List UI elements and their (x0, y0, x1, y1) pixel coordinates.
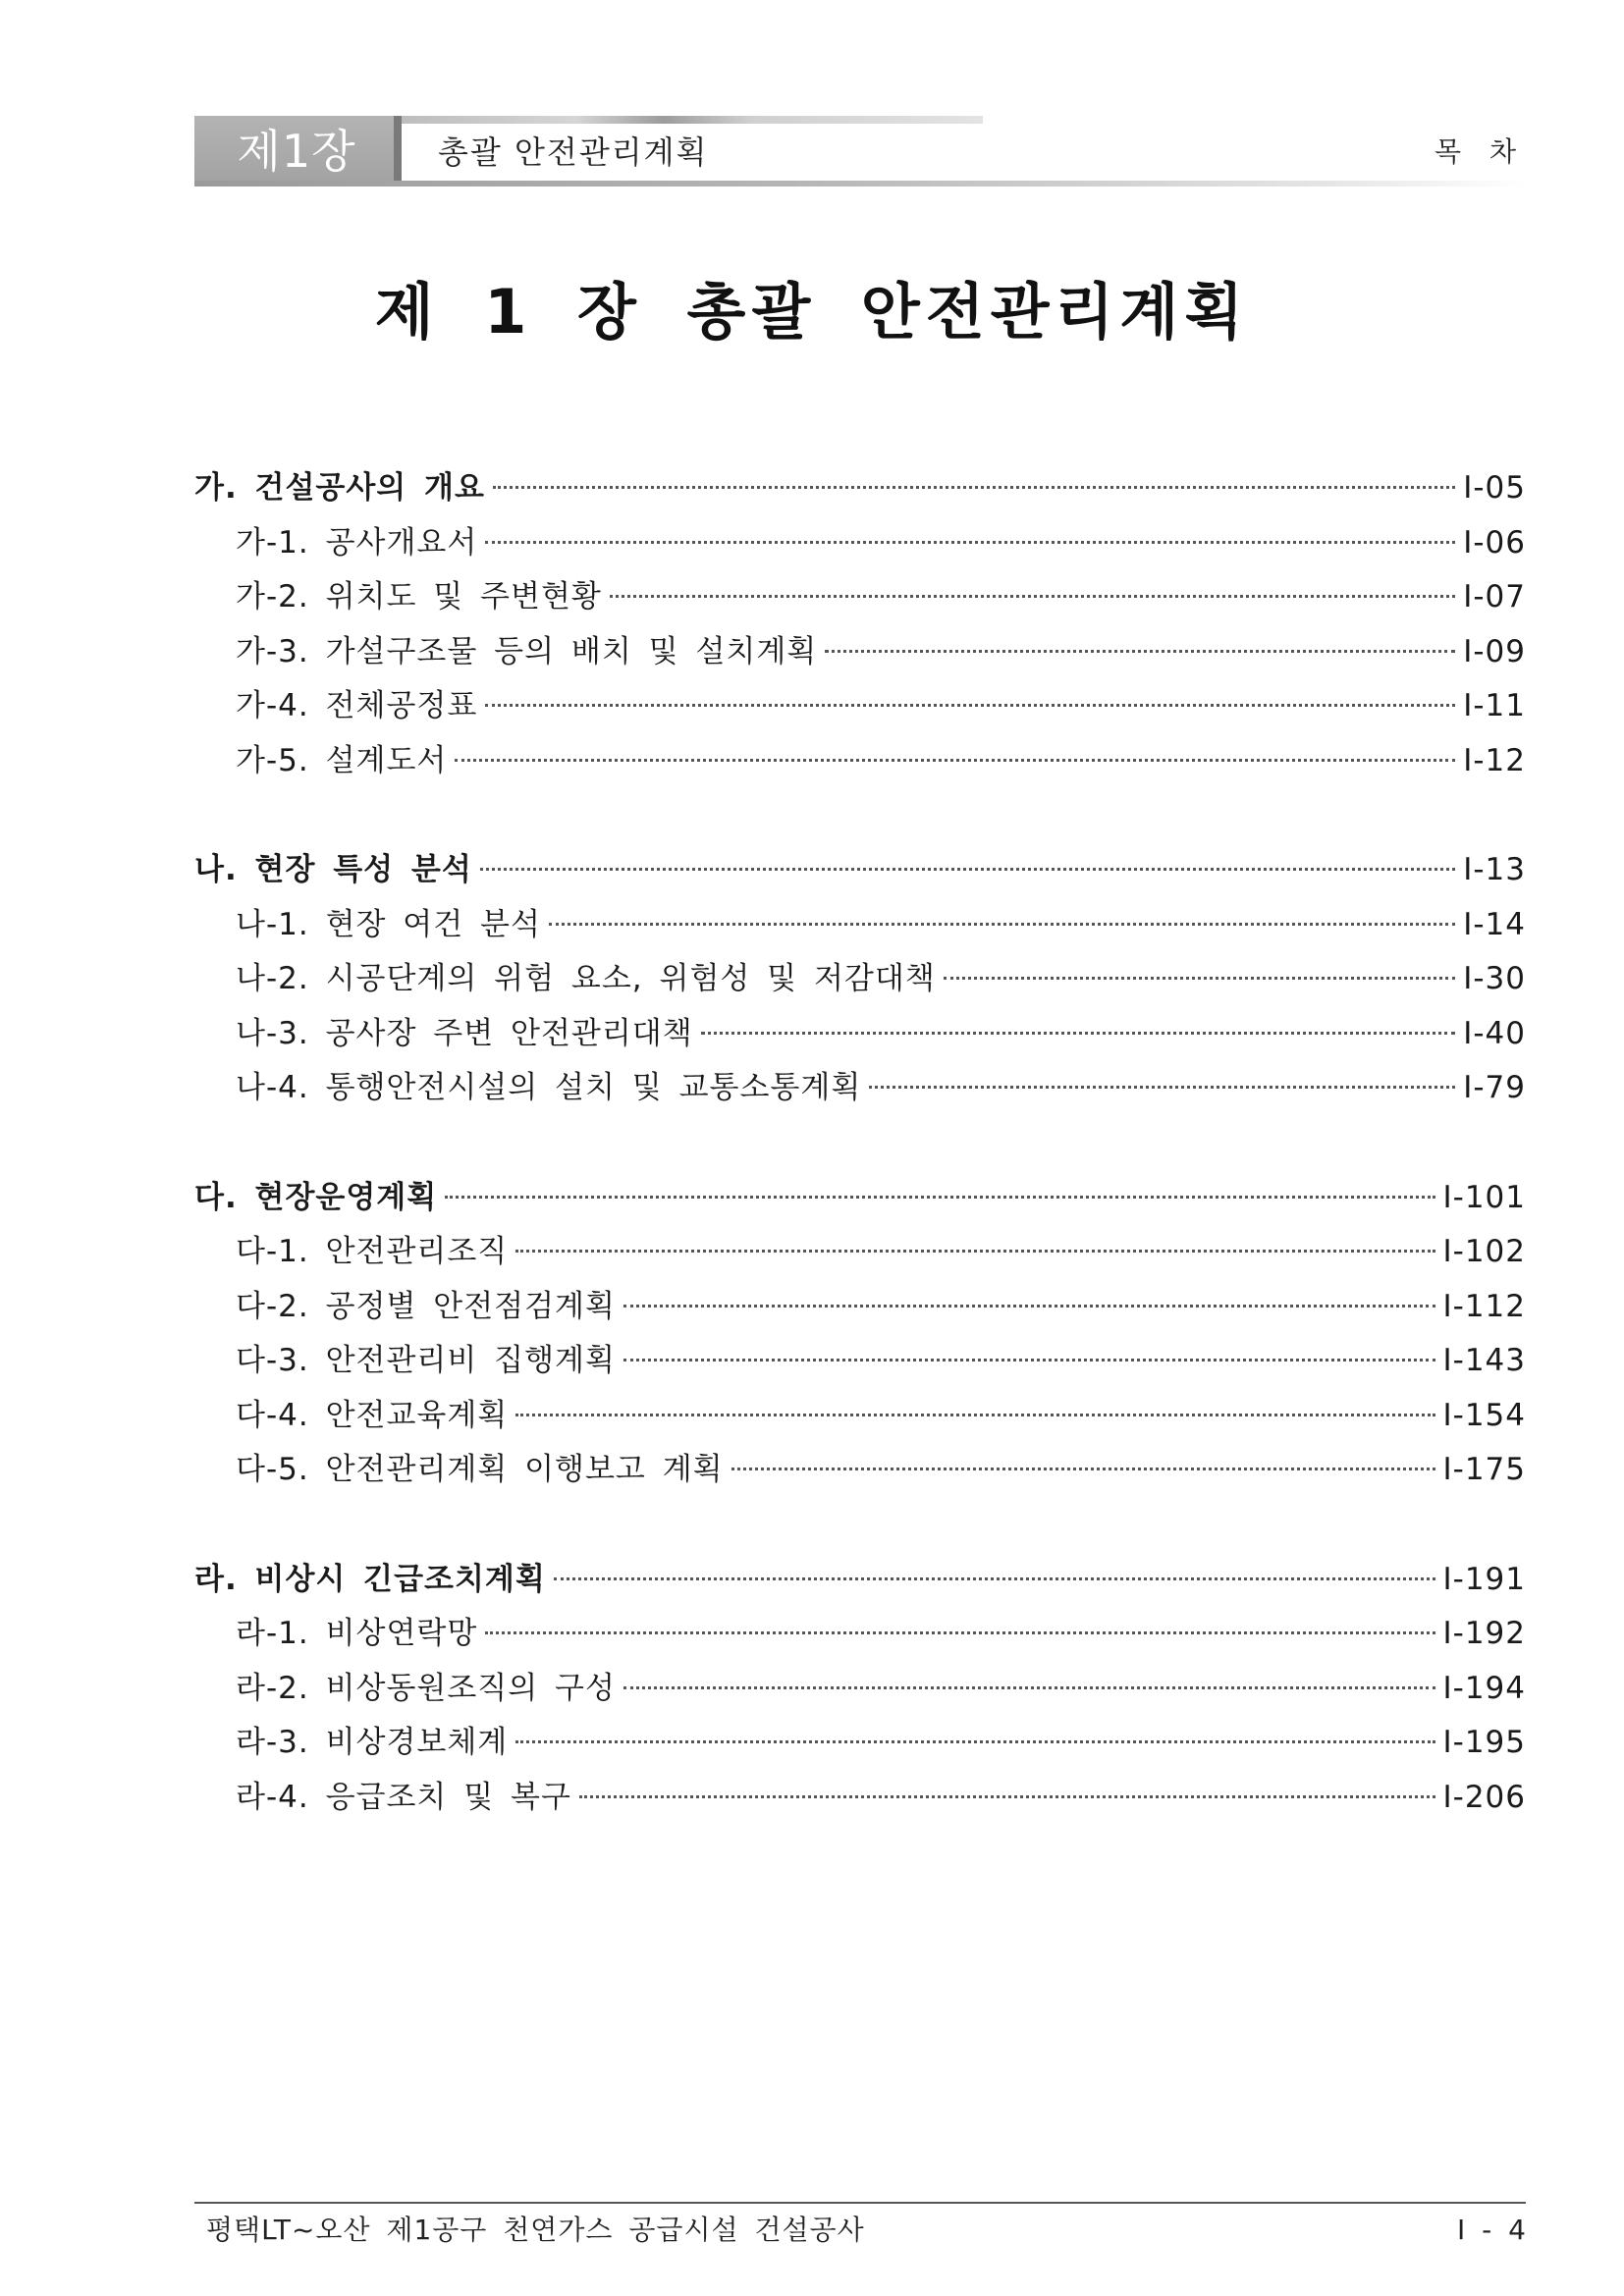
dot-leader (623, 1686, 1435, 1689)
toc-entry-page: Ⅰ-14 (1463, 906, 1526, 942)
dot-leader (731, 1468, 1435, 1470)
dot-leader (944, 977, 1455, 980)
toc-entry-label: 나. 현장 특성 분석 (194, 852, 472, 887)
toc-entry[interactable] (194, 1061, 1526, 1116)
toc-entry[interactable] (194, 1334, 1526, 1389)
toc-section-heading[interactable] (194, 843, 1526, 898)
dot-leader (485, 1631, 1435, 1634)
dot-leader (610, 595, 1455, 598)
toc-section-heading[interactable] (194, 461, 1526, 516)
dot-leader (485, 704, 1455, 707)
toc-entry-label: 나-3. 공사장 주변 안전관리대책 (236, 1015, 693, 1051)
toc-entry-label: 라. 비상시 긴급조치계획 (194, 1561, 546, 1597)
toc-entry-page: Ⅰ-143 (1442, 1343, 1526, 1378)
toc-entry-page: Ⅰ-07 (1463, 579, 1526, 614)
header-section-label: 목 차 (1435, 135, 1526, 168)
toc-entry[interactable] (194, 1771, 1526, 1826)
toc-entry[interactable] (194, 570, 1526, 625)
toc-entry[interactable] (194, 734, 1526, 789)
page-header (194, 116, 1526, 187)
toc-entry-label: 다-3. 안전관리비 집행계획 (236, 1343, 616, 1378)
toc-entry-page: Ⅰ-06 (1463, 524, 1526, 561)
toc-entry-label: 다. 현장운영계획 (194, 1179, 438, 1215)
toc-entry-page: Ⅰ-206 (1442, 1779, 1526, 1815)
toc-entry-label: 라-2. 비상동원조직의 구성 (236, 1670, 616, 1706)
toc-entry[interactable] (194, 1389, 1526, 1444)
toc-entry-page: Ⅰ-101 (1442, 1179, 1526, 1215)
dot-leader (445, 1196, 1435, 1199)
toc-entry-label: 가-5. 설계도서 (236, 742, 448, 778)
toc-entry-label: 가-2. 위치도 및 주변현황 (236, 579, 602, 614)
toc-entry-label: 가-4. 전체공정표 (236, 688, 478, 723)
toc-entry[interactable] (194, 1607, 1526, 1662)
toc-entry-page: Ⅰ-195 (1442, 1725, 1526, 1760)
header-rule (194, 181, 1526, 187)
dot-leader (515, 1414, 1435, 1416)
toc-entry[interactable] (194, 1225, 1526, 1280)
toc-entry-label: 라-4. 응급조치 및 복구 (236, 1779, 571, 1815)
toc-entry[interactable] (194, 1443, 1526, 1498)
toc-section-heading[interactable] (194, 1553, 1526, 1608)
chapter-badge-edge (394, 116, 402, 187)
dot-leader (515, 1740, 1435, 1743)
toc-entry-label: 다-5. 안전관리계획 이행보고 계획 (236, 1452, 724, 1487)
dot-leader (869, 1086, 1455, 1089)
toc-entry-page: Ⅰ-30 (1463, 961, 1526, 996)
toc-entry-label: 다-2. 공정별 안전점검계획 (236, 1288, 616, 1324)
toc-entry-page: Ⅰ-09 (1463, 633, 1526, 669)
toc-entry-page: Ⅰ-175 (1442, 1452, 1526, 1487)
toc-section (194, 1171, 1526, 1498)
toc-entry-page: Ⅰ-12 (1463, 742, 1526, 778)
dot-leader (480, 868, 1455, 871)
footer-project-name: 평택LT~오산 제1공구 천연가스 공급시설 건설공사 (206, 2214, 865, 2246)
toc-entry[interactable] (194, 1662, 1526, 1717)
dot-leader (579, 1795, 1435, 1798)
dot-leader (623, 1359, 1435, 1362)
toc-section (194, 843, 1526, 1116)
toc-entry[interactable] (194, 516, 1526, 571)
toc-entry-page: Ⅰ-112 (1442, 1288, 1526, 1324)
toc-entry-label: 다-4. 안전교육계획 (236, 1397, 509, 1433)
toc-entry-label: 가-1. 공사개요서 (236, 524, 478, 561)
toc-entry[interactable] (194, 1280, 1526, 1335)
dot-leader (825, 650, 1455, 653)
footer-page-number: Ⅰ - 4 (1457, 2214, 1526, 2246)
toc-entry-label: 가. 건설공사의 개요 (194, 470, 485, 506)
header-stripe (402, 116, 983, 124)
toc-entry[interactable] (194, 898, 1526, 953)
toc-section (194, 1553, 1526, 1826)
dot-leader (485, 541, 1455, 544)
table-of-contents (194, 461, 1526, 1880)
toc-entry-label: 라-3. 비상경보체계 (236, 1725, 509, 1760)
toc-entry-page: Ⅰ-102 (1442, 1234, 1526, 1269)
dot-leader (701, 1032, 1456, 1035)
dot-leader (554, 1577, 1435, 1580)
toc-entry[interactable] (194, 625, 1526, 680)
toc-entry-label: 나-4. 통행안전시설의 설치 및 교통소통계획 (236, 1070, 862, 1105)
header-title: 총괄 안전관리계획 (438, 133, 709, 171)
toc-entry-label: 나-1. 현장 여건 분석 (236, 906, 541, 942)
toc-entry[interactable] (194, 1007, 1526, 1062)
toc-entry-page: Ⅰ-11 (1463, 688, 1526, 723)
toc-entry-label: 가-3. 가설구조물 등의 배치 및 설치계획 (236, 633, 818, 669)
toc-section-heading[interactable] (194, 1171, 1526, 1226)
toc-entry-page: Ⅰ-191 (1442, 1561, 1526, 1597)
toc-entry-page: Ⅰ-194 (1442, 1670, 1526, 1706)
page-title: 제 1 장 총괄 안전관리계획 (374, 276, 1250, 347)
toc-entry-label: 라-1. 비상연락망 (236, 1616, 478, 1651)
dot-leader (623, 1305, 1435, 1308)
footer-rule (194, 2202, 1526, 2204)
dot-leader (549, 923, 1455, 926)
toc-entry-page: Ⅰ-05 (1463, 470, 1526, 506)
dot-leader (493, 486, 1455, 489)
toc-entry[interactable] (194, 1716, 1526, 1771)
toc-entry-page: Ⅰ-192 (1442, 1616, 1526, 1651)
toc-entry-label: 나-2. 시공단계의 위험 요소, 위험성 및 저감대책 (236, 961, 936, 996)
toc-entry-label: 다-1. 안전관리조직 (236, 1234, 509, 1269)
toc-entry[interactable] (194, 679, 1526, 734)
toc-entry-page: Ⅰ-40 (1463, 1015, 1526, 1051)
toc-entry-page: Ⅰ-13 (1463, 852, 1526, 887)
dot-leader (455, 759, 1455, 762)
chapter-badge: 제1장 (194, 116, 399, 187)
dot-leader (515, 1250, 1435, 1253)
toc-entry-page: Ⅰ-154 (1442, 1397, 1526, 1433)
toc-entry-page: Ⅰ-79 (1463, 1070, 1526, 1105)
toc-entry[interactable] (194, 952, 1526, 1007)
toc-section (194, 461, 1526, 788)
